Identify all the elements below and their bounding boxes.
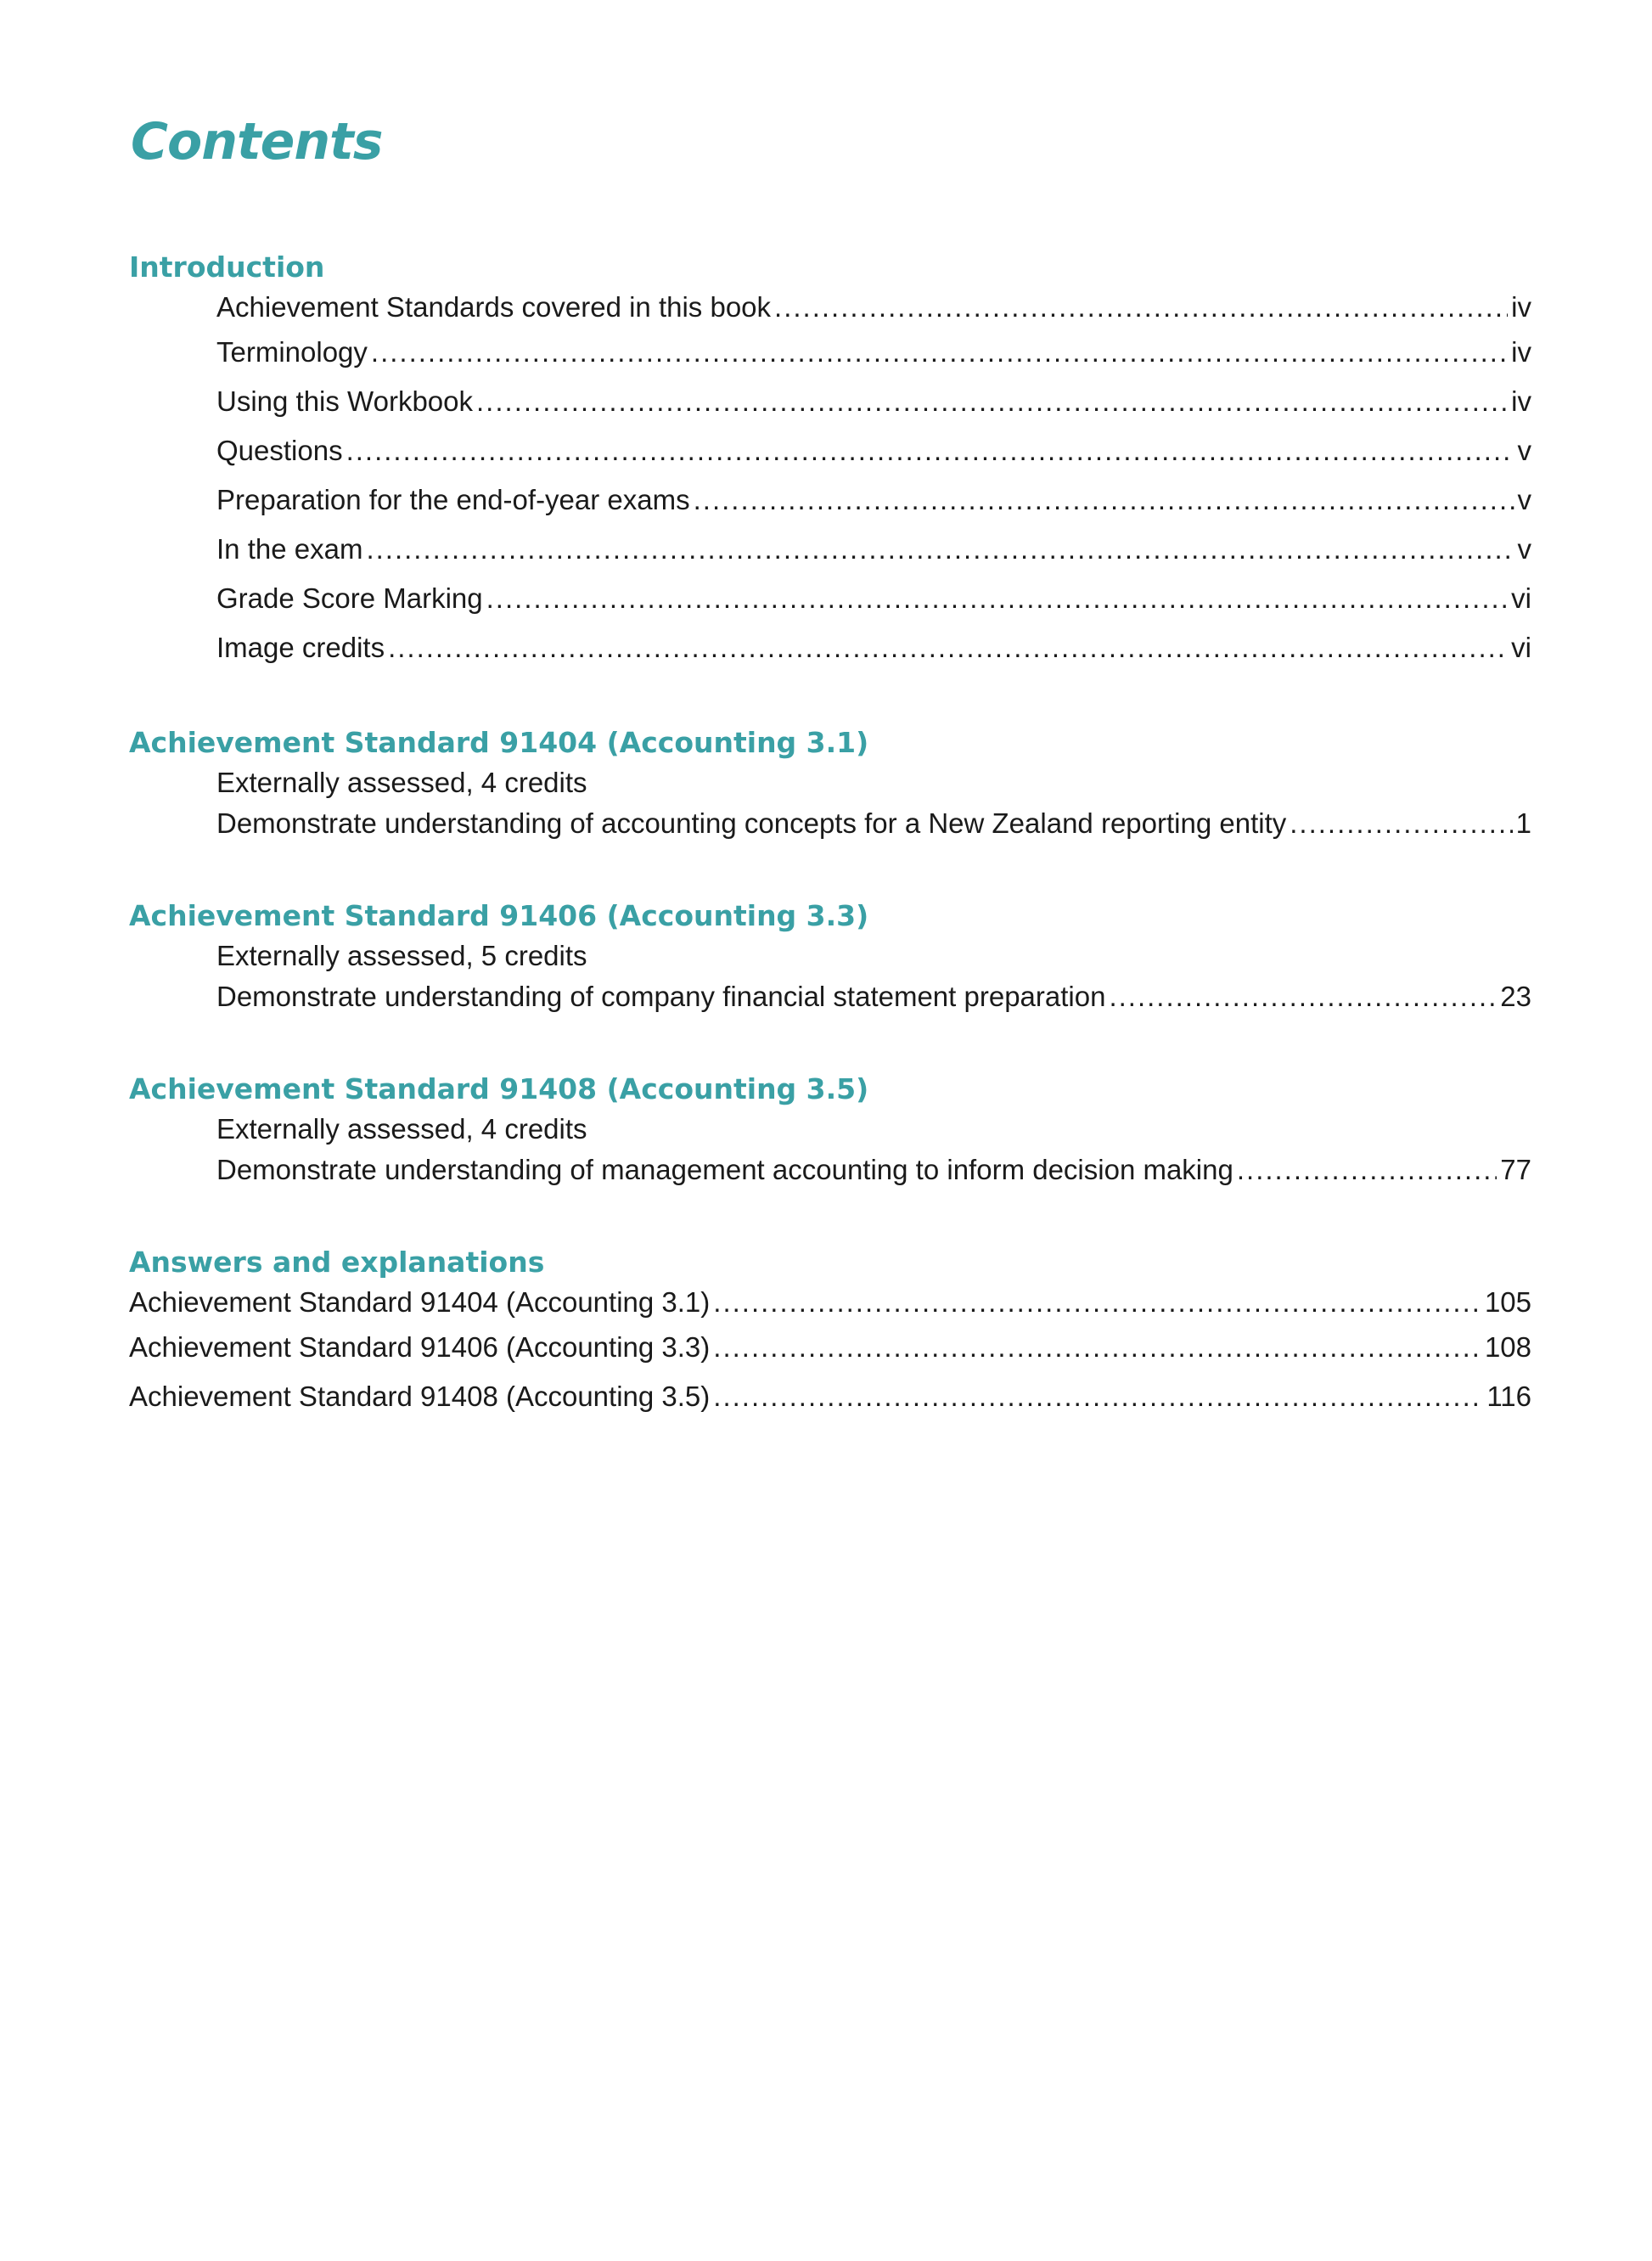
toc-entry[interactable] <box>129 328 1531 377</box>
toc-entry-page: vi <box>1511 632 1531 663</box>
dot-leader <box>388 623 1508 672</box>
assessment-note: Externally assessed, 4 credits <box>216 1113 587 1145</box>
dot-leader <box>713 1282 1481 1323</box>
toc-entry-label: Demonstrate understanding of management accounting to inform decision making <box>216 1154 1233 1185</box>
toc-entry-page: iv <box>1511 336 1531 368</box>
toc-entry[interactable] <box>129 574 1531 623</box>
dot-leader <box>1290 803 1512 844</box>
answers-heading: Answers and explanations <box>129 1246 545 1279</box>
toc-entry[interactable] <box>129 475 1531 525</box>
dot-leader <box>713 1323 1481 1372</box>
standard-heading: Achievement Standard 91404 (Accounting 3.1) <box>129 726 869 759</box>
toc-entry-label: Achievement Standard 91404 (Accounting 3.1) <box>129 1286 711 1318</box>
toc-entry-label: Achievement Standards covered in this book <box>216 291 772 323</box>
standard-section-91406 <box>129 897 1531 1017</box>
toc-entry-page: 105 <box>1484 1286 1531 1318</box>
toc-entry[interactable] <box>129 976 1531 1017</box>
toc-entry-page: v <box>1517 435 1531 466</box>
toc-entry-label: Grade Score Marking <box>216 582 483 614</box>
toc-entry-page: v <box>1517 533 1531 565</box>
standard-heading: Achievement Standard 91406 (Accounting 3.3) <box>129 899 869 932</box>
dot-leader <box>713 1372 1483 1421</box>
toc-entry-label: Terminology <box>216 336 368 368</box>
assessment-note: Externally assessed, 5 credits <box>216 940 587 971</box>
toc-entry-page: v <box>1517 484 1531 515</box>
toc-entry-page: 116 <box>1486 1381 1531 1412</box>
toc-entry-label: Image credits <box>216 632 385 663</box>
toc-entry-label: Using this Workbook <box>216 385 474 417</box>
dot-leader <box>1237 1150 1497 1190</box>
toc-entry-page: 77 <box>1500 1154 1531 1185</box>
toc-entry-label: Achievement Standard 91406 (Accounting 3.3) <box>129 1331 711 1363</box>
toc-entry-page: vi <box>1511 582 1531 614</box>
standard-section-91404 <box>129 723 1531 844</box>
answers-section <box>129 1243 1531 1421</box>
toc-entry-label: Demonstrate understanding of company financial statement preparation <box>216 981 1106 1012</box>
standard-heading: Achievement Standard 91408 (Accounting 3.5) <box>129 1072 869 1105</box>
toc-entry[interactable] <box>129 623 1531 672</box>
toc-entry-label: Achievement Standard 91408 (Accounting 3.5) <box>129 1381 711 1412</box>
toc-entry[interactable] <box>129 1282 1531 1323</box>
toc-entry[interactable] <box>129 803 1531 844</box>
dot-leader <box>774 287 1508 328</box>
toc-entry[interactable] <box>129 1150 1531 1190</box>
dot-leader <box>366 525 1514 574</box>
toc-entry-page: iv <box>1511 385 1531 417</box>
toc-entry-label: In the exam <box>216 533 363 565</box>
toc-entry[interactable] <box>129 377 1531 426</box>
dot-leader <box>371 328 1508 377</box>
toc-entry-label: Questions <box>216 435 343 466</box>
dot-leader <box>476 377 1508 426</box>
toc-entry[interactable] <box>129 287 1531 328</box>
dot-leader <box>346 426 1514 475</box>
toc-entry[interactable] <box>129 525 1531 574</box>
dot-leader <box>1109 976 1497 1017</box>
introduction-section <box>129 248 1531 672</box>
toc-entry-page: iv <box>1511 291 1531 323</box>
toc-entry-label: Preparation for the end-of-year exams <box>216 484 690 515</box>
toc-entry[interactable] <box>129 1323 1531 1372</box>
standard-section-91408 <box>129 1070 1531 1190</box>
dot-leader <box>486 574 1509 623</box>
toc-entry-page: 23 <box>1500 981 1531 1012</box>
toc-entry-page: 1 <box>1515 807 1531 839</box>
toc-entry-page: 108 <box>1484 1331 1531 1363</box>
toc-entry-label: Demonstrate understanding of accounting concepts for a New Zealand reporting entity <box>216 807 1287 839</box>
assessment-note: Externally assessed, 4 credits <box>216 767 587 798</box>
page-title: Contents <box>131 112 383 172</box>
dot-leader <box>694 475 1514 525</box>
introduction-heading: Introduction <box>129 250 325 284</box>
toc-entry[interactable] <box>129 426 1531 475</box>
toc-entry[interactable] <box>129 1372 1531 1421</box>
